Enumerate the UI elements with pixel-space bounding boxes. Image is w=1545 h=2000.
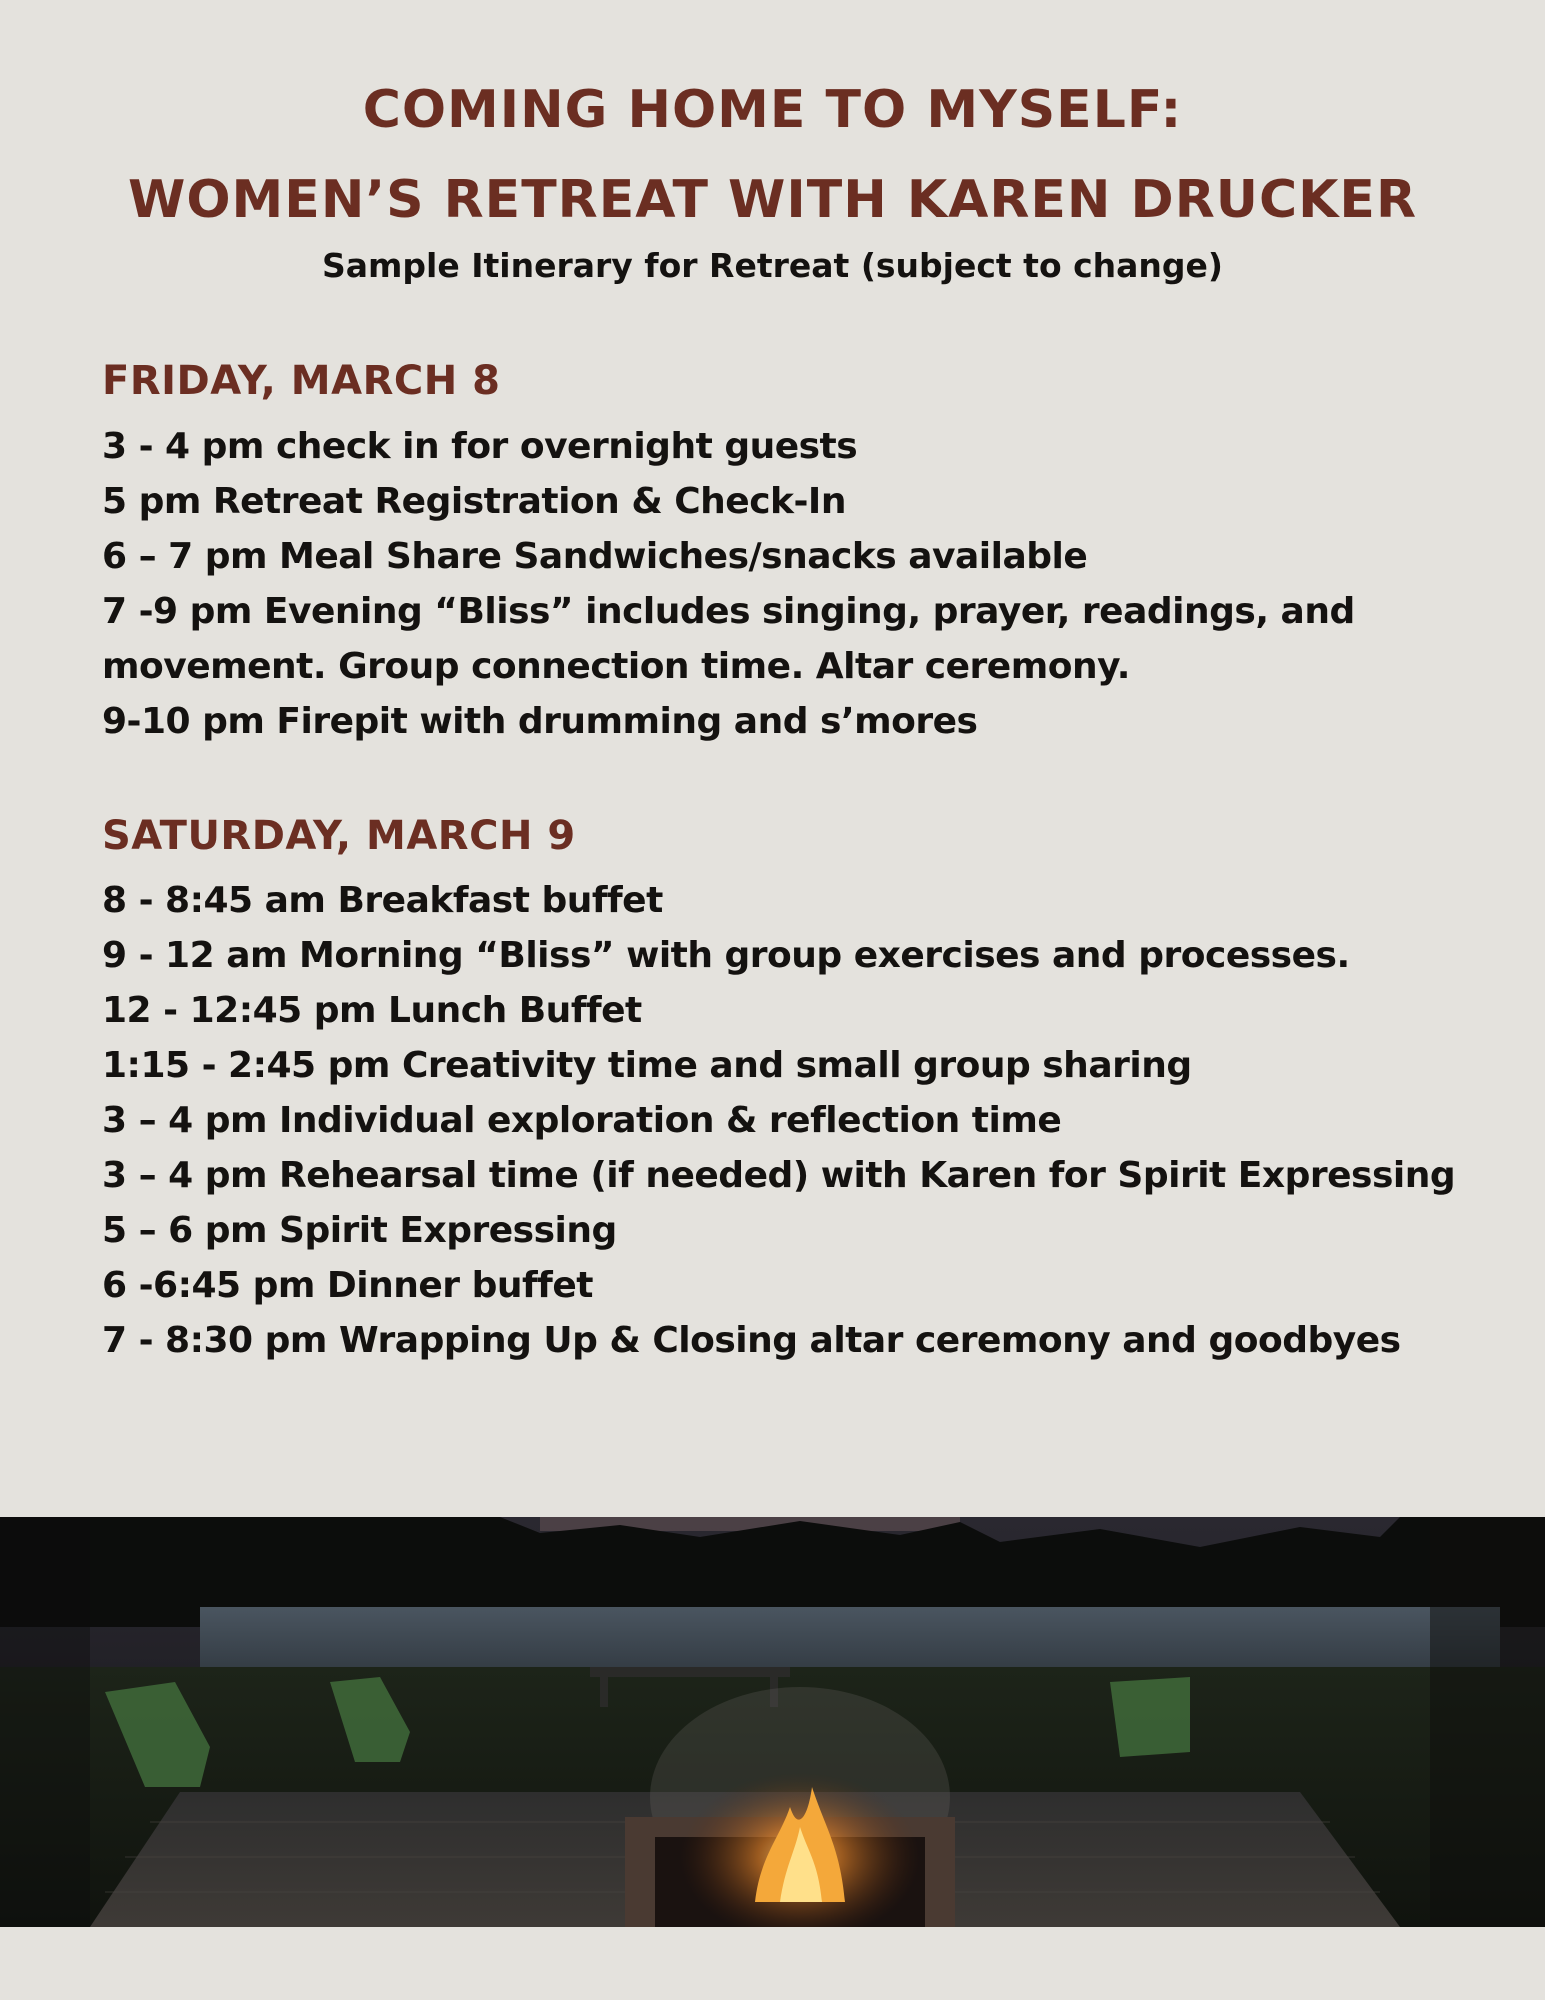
schedule-item: 7 - 8:30 pm Wrapping Up & Closing altar ceremony and goodbyes [102,1320,1401,1361]
schedule-list-friday [102,419,1462,749]
title-line-1: COMING HOME TO MYSELF: [362,80,1183,140]
schedule-item: 12 - 12:45 pm Lunch Buffet [102,990,642,1031]
schedule-item: 3 – 4 pm Rehearsal time (if needed) with Karen for Spirit Expressing [102,1155,1456,1196]
day-heading-friday: FRIDAY, MARCH 8 [102,358,501,404]
subtitle: Sample Itinerary for Retreat (subject to change) [321,246,1224,285]
schedule-item: 7 -9 pm Evening “Bliss” includes singing, prayer, readings, and movement. Group connection time. Altar ceremony. [102,591,1355,687]
firepit-photo [0,1517,1545,1927]
day-heading-saturday: SATURDAY, MARCH 9 [102,813,576,859]
schedule-item: 5 pm Retreat Registration & Check-In [102,481,846,522]
schedule-item: 1:15 - 2:45 pm Creativity time and small group sharing [102,1045,1192,1086]
schedule-item: 3 - 4 pm check in for overnight guests [102,426,858,467]
schedule-item: 9-10 pm Firepit with drumming and s’mores [102,701,978,742]
schedule-item: 8 - 8:45 am Breakfast buffet [102,880,663,921]
schedule-item: 5 – 6 pm Spirit Expressing [102,1210,617,1251]
schedule-item: 9 - 12 am Morning “Bliss” with group exercises and processes. [102,935,1350,976]
schedule-item: 6 -6:45 pm Dinner buffet [102,1265,593,1306]
schedule-item: 3 – 4 pm Individual exploration & reflection time [102,1100,1062,1141]
title-line-2: WOMEN’S RETREAT WITH KAREN DRUCKER [127,170,1417,230]
schedule-list-saturday [102,873,1462,1368]
schedule-item: 6 – 7 pm Meal Share Sandwiches/snacks available [102,536,1088,577]
